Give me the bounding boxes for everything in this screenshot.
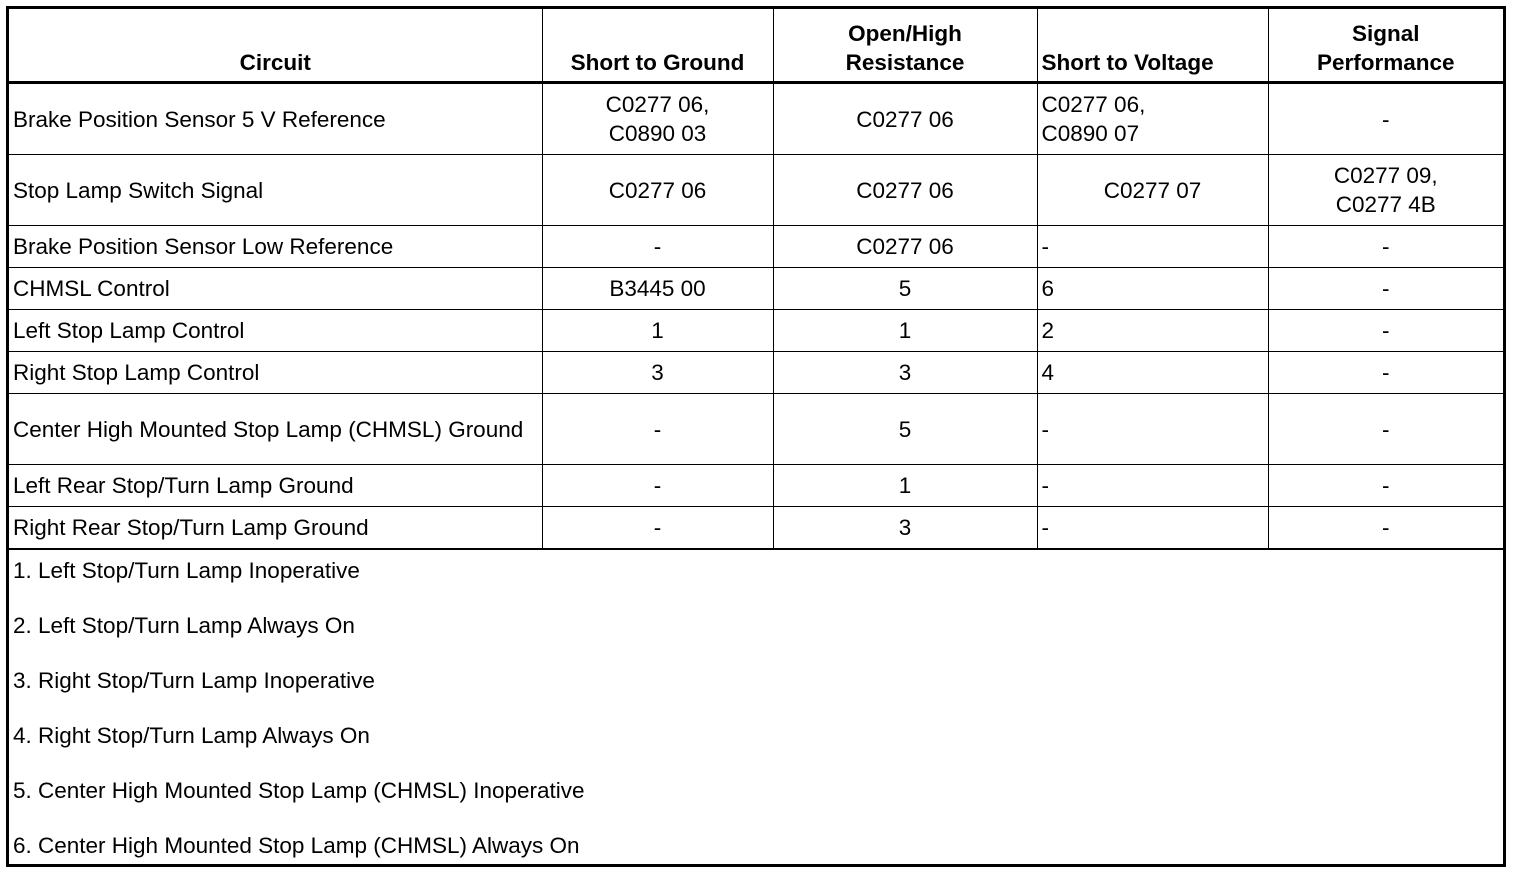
cell-open-high-resistance: 5 bbox=[773, 394, 1037, 465]
cell-short-to-voltage: 6 bbox=[1037, 268, 1268, 310]
cell-signal-performance: - bbox=[1268, 83, 1503, 155]
cell-signal-performance: - bbox=[1268, 268, 1503, 310]
header-circuit: Circuit bbox=[9, 9, 542, 83]
note-item: 5. Center High Mounted Stop Lamp (CHMSL) Inoperative bbox=[13, 778, 585, 803]
cell-short-to-voltage bbox=[1037, 83, 1268, 155]
notes-section bbox=[9, 549, 1503, 867]
cell-short-to-ground: - bbox=[542, 226, 773, 268]
header-short-to-ground: Short to Ground bbox=[542, 9, 773, 83]
cell-open-high-resistance: 3 bbox=[773, 507, 1037, 549]
header-signal-performance-text: Signal Performance bbox=[1316, 21, 1455, 75]
table-row bbox=[9, 507, 1503, 549]
cell-signal-performance bbox=[1268, 155, 1503, 226]
table-row bbox=[9, 83, 1503, 155]
note-item: 2. Left Stop/Turn Lamp Always On bbox=[13, 613, 355, 638]
table-row bbox=[9, 352, 1503, 394]
table-row bbox=[9, 155, 1503, 226]
cell-open-high-resistance: 3 bbox=[773, 352, 1037, 394]
cell-circuit: Left Rear Stop/Turn Lamp Ground bbox=[9, 465, 542, 507]
table-row bbox=[9, 465, 1503, 507]
cell-circuit: Brake Position Sensor 5 V Reference bbox=[9, 83, 542, 155]
cell-open-high-resistance: C0277 06 bbox=[773, 226, 1037, 268]
cell-short-to-voltage: - bbox=[1037, 226, 1268, 268]
header-short-to-voltage: Short to Voltage bbox=[1037, 9, 1268, 83]
cell-open-high-resistance: C0277 06 bbox=[773, 83, 1037, 155]
cell-short-to-voltage: 2 bbox=[1037, 310, 1268, 352]
cell-short-to-ground: B3445 00 bbox=[542, 268, 773, 310]
note-item: 4. Right Stop/Turn Lamp Always On bbox=[13, 723, 370, 748]
header-open-high-resistance-text: Open/High Resistance bbox=[845, 21, 965, 75]
cell-short-to-voltage: - bbox=[1037, 507, 1268, 549]
cell-short-to-ground: - bbox=[542, 507, 773, 549]
cell-circuit: Right Rear Stop/Turn Lamp Ground bbox=[9, 507, 542, 549]
cell-circuit: Right Stop Lamp Control bbox=[9, 352, 542, 394]
cell-circuit: Brake Position Sensor Low Reference bbox=[9, 226, 542, 268]
table-row bbox=[9, 394, 1503, 465]
cell-open-high-resistance: 5 bbox=[773, 268, 1037, 310]
cell-short-to-ground: - bbox=[542, 394, 773, 465]
header-row bbox=[9, 9, 1503, 83]
cell-short-to-voltage: C0277 07 bbox=[1037, 155, 1268, 226]
cell-short-to-voltage: 4 bbox=[1037, 352, 1268, 394]
cell-signal-performance: - bbox=[1268, 226, 1503, 268]
cell-circuit: Stop Lamp Switch Signal bbox=[9, 155, 542, 226]
cell-signal-performance: - bbox=[1268, 310, 1503, 352]
cell-short-to-ground bbox=[542, 83, 773, 155]
header-open-high-resistance bbox=[773, 9, 1037, 83]
cell-signal-performance: - bbox=[1268, 352, 1503, 394]
cell-signal-performance: - bbox=[1268, 507, 1503, 549]
cell-open-high-resistance: C0277 06 bbox=[773, 155, 1037, 226]
cell-open-high-resistance: 1 bbox=[773, 465, 1037, 507]
cell-circuit: Center High Mounted Stop Lamp (CHMSL) Ground bbox=[9, 394, 542, 465]
note-item: 1. Left Stop/Turn Lamp Inoperative bbox=[13, 558, 360, 583]
cell-short-to-ground: 1 bbox=[542, 310, 773, 352]
cell-value: C0277 09, C0277 4B bbox=[1333, 163, 1438, 217]
cell-short-to-ground: - bbox=[542, 465, 773, 507]
cell-signal-performance: - bbox=[1268, 465, 1503, 507]
cell-short-to-voltage: - bbox=[1037, 465, 1268, 507]
cell-open-high-resistance: 1 bbox=[773, 310, 1037, 352]
table-row bbox=[9, 268, 1503, 310]
cell-short-to-ground: 3 bbox=[542, 352, 773, 394]
header-signal-performance bbox=[1268, 9, 1503, 83]
cell-short-to-voltage: - bbox=[1037, 394, 1268, 465]
table-row bbox=[9, 226, 1503, 268]
note-item: 6. Center High Mounted Stop Lamp (CHMSL) Always On bbox=[13, 833, 580, 858]
note-item: 3. Right Stop/Turn Lamp Inoperative bbox=[13, 668, 375, 693]
cell-signal-performance: - bbox=[1268, 394, 1503, 465]
circuit-dtc-table-frame bbox=[6, 6, 1506, 867]
cell-value: C0277 06, C0890 03 bbox=[605, 92, 710, 146]
cell-short-to-ground: C0277 06 bbox=[542, 155, 773, 226]
cell-circuit: CHMSL Control bbox=[9, 268, 542, 310]
table-row bbox=[9, 310, 1503, 352]
cell-circuit: Left Stop Lamp Control bbox=[9, 310, 542, 352]
circuit-dtc-table bbox=[9, 9, 1503, 549]
cell-value: C0277 06, C0890 07 bbox=[1041, 92, 1146, 146]
